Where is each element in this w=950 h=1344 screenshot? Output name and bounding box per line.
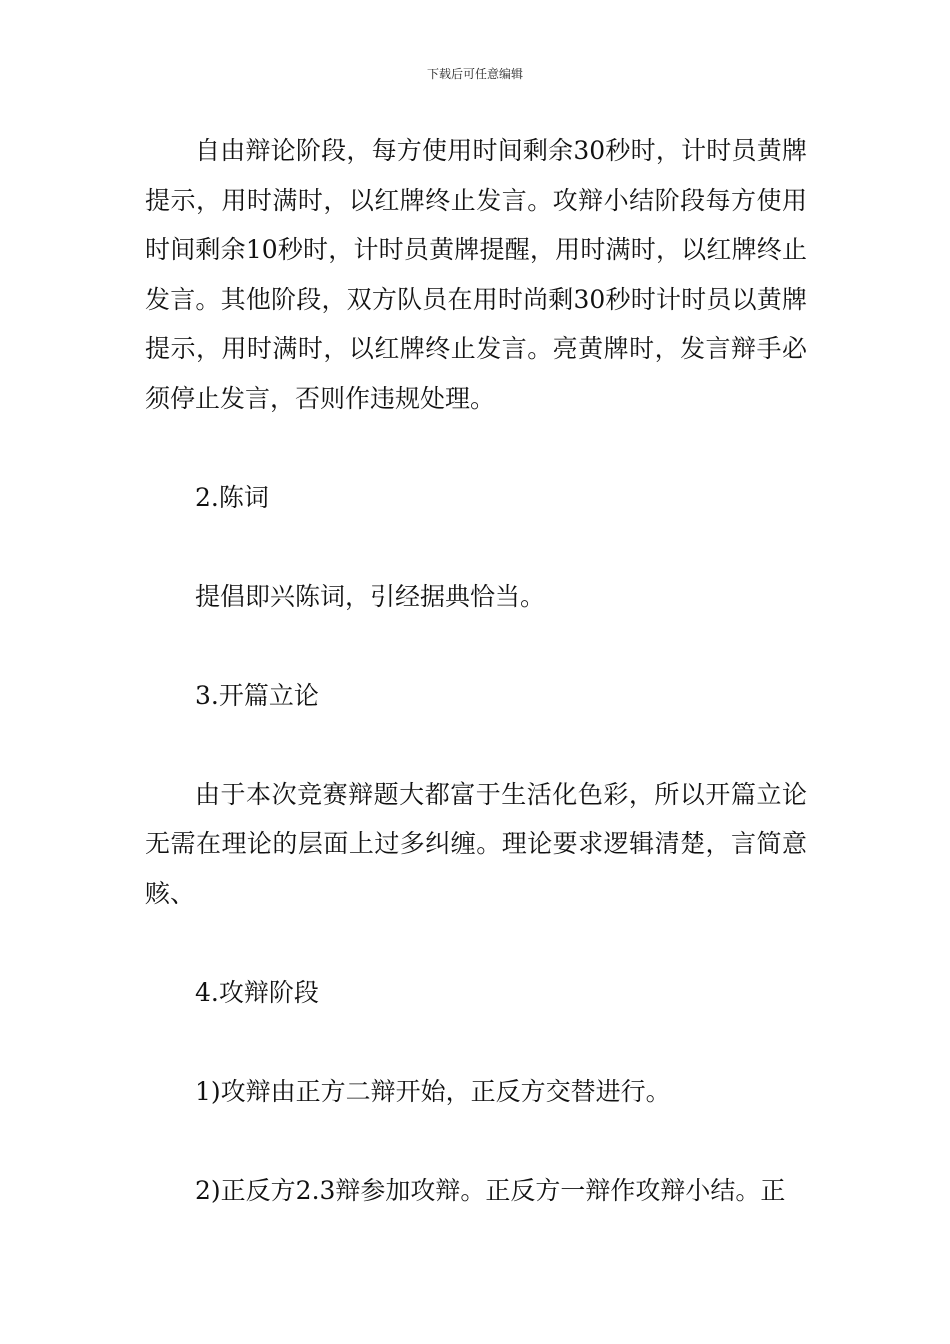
- list-item-2: 2)正反方2.3辩参加攻辩。正反方一辩作攻辩小结。正: [195, 1175, 786, 1205]
- list-item-1: 1)攻辩由正方二辩开始，正反方交替进行。: [195, 1076, 671, 1106]
- section-heading-opening: 3.开篇立论: [195, 680, 319, 710]
- paragraph-timing-rules: 自由辩论阶段，每方使用时间剩余30秒时，计时员黄牌提示，用时满时，以红牌终止发言。攻辩小结阶段每方使用时间剩余10秒时，计时员黄牌提醒，用时满时，以红牌终止发言。其他阶段，双方队员在用时尚剩30秒时计时员以黄牌提示，用时满时，以红牌终止发言。亮黄牌时，发言辩手必须停止发言，否则作违规处理。: [145, 136, 807, 413]
- page-header: 下载后可任意编辑: [426, 67, 523, 81]
- document-body: [145, 126, 807, 1215]
- section-heading-statement: 2.陈词: [195, 482, 269, 512]
- paragraph-opening: 由于本次竞赛辩题大都富于生活化色彩，所以开篇立论无需在理论的层面上过多纠缠。理论要求逻辑清楚，言简意赅、: [145, 779, 807, 908]
- paragraph-statement: 提倡即兴陈词，引经据典恰当。: [195, 581, 546, 611]
- section-heading-cross-examination: 4.攻辩阶段: [195, 977, 319, 1007]
